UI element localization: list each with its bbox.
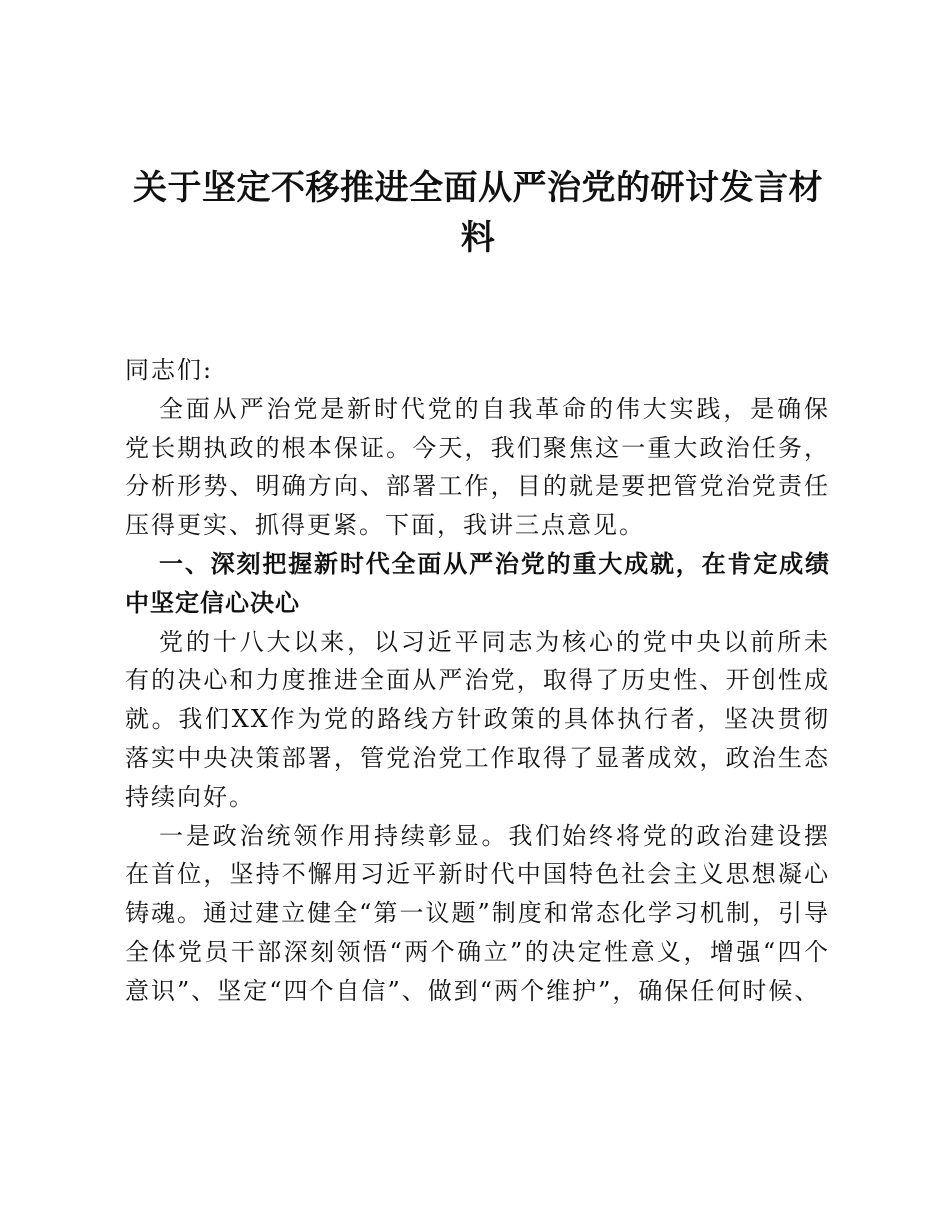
paragraph-achievements: 党的十八大以来，以习近平同志为核心的党中央以前所未有的决心和力度推进全面从严治党，取得了历史性、开创性成就。我们XX作为党的路线方针政策的具体执行者，坚决贯彻落实中央决策部署，管党治党工作取得了显著成效，政治生态持续向好。 bbox=[125, 627, 830, 811]
document-body bbox=[125, 351, 830, 1011]
paragraph-political-leadership: 一是政治统领作用持续彰显。我们始终将党的政治建设摆在首位，坚持不懈用习近平新时代中国特色社会主义思想凝心铸魂。通过建立健全“第一议题”制度和常态化学习机制，引导全体党员干部深刻领悟“两个确立”的决定性意义，增强“四个意识”、坚定“四个自信”、做到“两个维护”，确保任何时候、 bbox=[125, 821, 830, 1005]
document-title: 关于坚定不移推进全面从严治党的研讨发言材料 bbox=[133, 168, 823, 258]
section-heading-1: 一、深刻把握新时代全面从严治党的重大成就，在肯定成绩中坚定信心决心 bbox=[125, 548, 830, 617]
paragraph-intro: 全面从严治党是新时代党的自我革命的伟大实践，是确保党长期执政的根本保证。今天，我们聚焦这一重大政治任务，分析形势、明确方向、部署工作，目的就是要把管党治党责任压得更实、抓得更紧。下面，我讲三点意见。 bbox=[125, 394, 830, 540]
salutation: 同志们: bbox=[125, 356, 214, 384]
